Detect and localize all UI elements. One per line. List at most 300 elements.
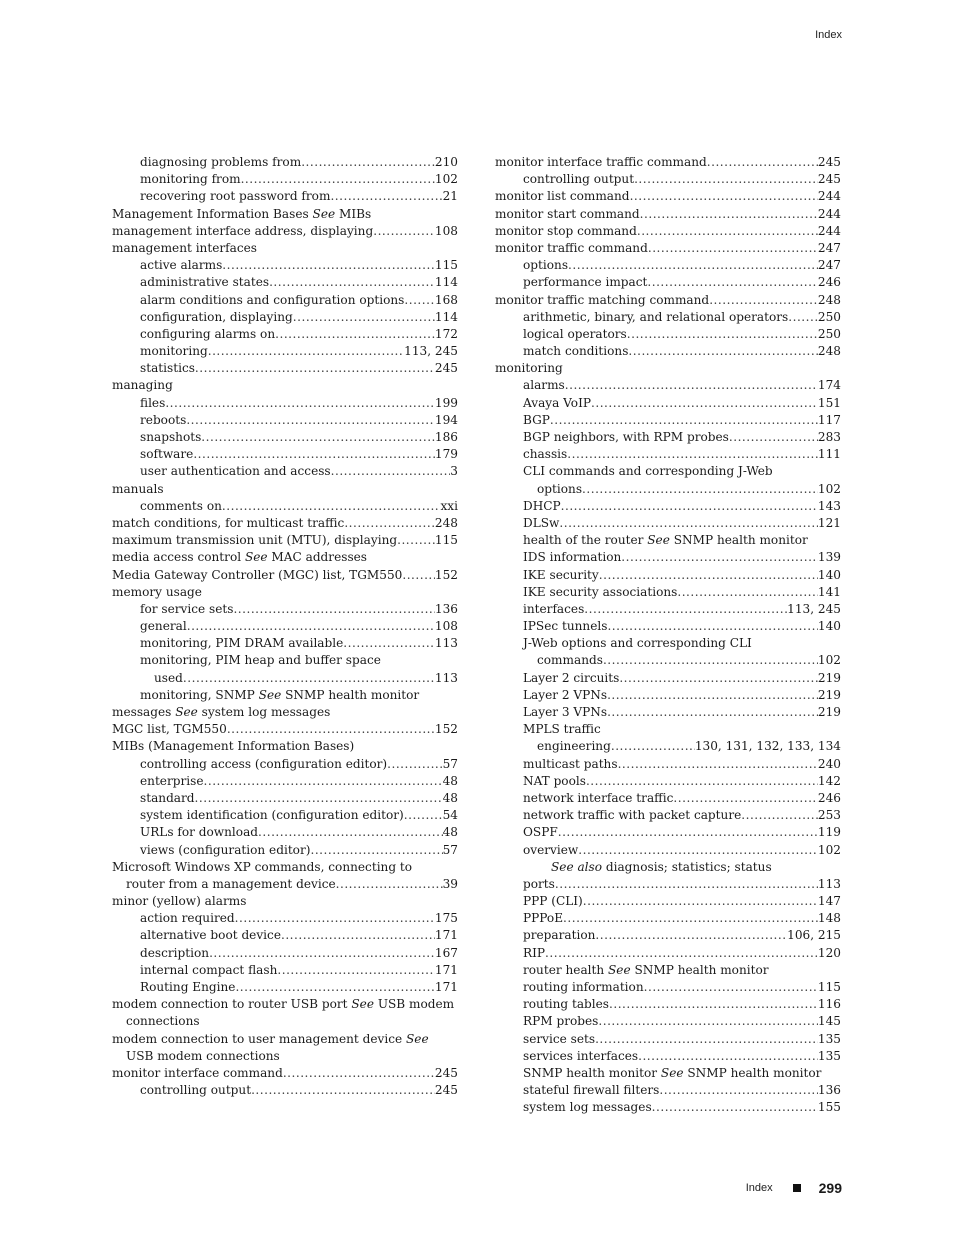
dot-leader [563,910,818,927]
dot-leader [607,687,818,704]
see-reference: See [175,705,198,719]
index-entry [495,1031,841,1048]
page-reference: 57 [442,756,458,771]
index-term [523,704,607,721]
index-entry [495,927,841,944]
dot-leader [559,515,818,532]
page-reference: 57 [442,842,458,857]
page-reference: 111 [817,447,841,462]
see-reference: See [608,962,631,977]
term-text: used [154,670,183,685]
index-entry [112,756,458,773]
index-entry [112,171,458,188]
term-text: user authentication and access [140,464,331,479]
index-term [112,997,454,1011]
index-entry [112,584,458,601]
term-text: performance impact [523,275,648,290]
index-entry [112,721,458,738]
page-reference: 152 [434,722,458,737]
page-reference: 39 [442,876,458,891]
index-term [126,1014,200,1028]
dot-leader [555,876,818,893]
index-term [140,395,165,412]
page-reference: 219 [817,687,841,702]
term-text: monitor traffic command [495,240,648,255]
page-reference: 245 [817,172,841,187]
page-reference: 174 [817,378,841,393]
index-term [140,807,404,824]
index-entry [112,824,458,841]
index-term [112,515,344,532]
term-text: DHCP [523,498,561,513]
index-entry [112,274,458,291]
term-text: service sets [523,1031,596,1046]
index-entry [112,188,458,205]
index-term [523,1082,659,1099]
page-reference: 114 [434,309,458,324]
dot-leader [195,360,435,377]
index-entry [495,635,841,652]
term-text: stateful firewall filters [523,1083,660,1098]
index-entry [112,635,458,652]
term-text: BGP [523,412,550,427]
index-term [523,945,545,962]
page-reference: 113 [434,670,458,685]
page-reference: 121 [817,515,841,530]
page-reference: 115 [434,533,458,548]
index-entry [112,292,458,309]
dot-leader [208,343,404,360]
index-entry [495,807,841,824]
index-entry [495,395,841,412]
index-entry [112,412,458,429]
dot-leader [193,446,435,463]
footer-square-icon [793,1184,801,1192]
index-entry [112,618,458,635]
index-entry [495,171,841,188]
page-reference: 102 [434,172,458,187]
dot-leader [729,429,818,446]
dot-leader [568,257,818,274]
term-text: monitoring [495,361,563,376]
index-entry [112,910,458,927]
term-text: internal compact flash [140,962,278,977]
term-text: ports [523,876,555,891]
term-text: monitor start command [495,206,640,221]
page-reference: 175 [434,911,458,926]
index-entry [495,274,841,291]
index-term [495,154,707,171]
index-entry [112,498,458,515]
index-term [140,618,187,635]
index-entry [112,927,458,944]
index-entry [112,962,458,979]
page-reference: 210 [434,155,458,169]
index-entry [112,309,458,326]
see-target: diagnosis; statistics; status [602,859,772,874]
dot-leader [627,326,818,343]
index-term [140,688,419,702]
index-entry [495,1099,841,1116]
term-text: Avaya VoIP [523,395,591,410]
index-term [140,446,193,463]
index-entry [495,790,841,807]
term-text: monitor stop command [495,223,637,238]
index-term [523,996,609,1013]
index-entry [495,996,841,1013]
index-term [523,1013,598,1030]
index-term [523,584,677,601]
index-term [126,876,336,893]
dot-leader [293,309,435,326]
dot-leader [582,481,818,498]
dot-leader [637,223,818,240]
term-text: RPM probes [523,1014,599,1029]
index-term [112,378,173,392]
term-text: network interface traffic [523,790,674,805]
term-text: USB modem connections [126,1048,280,1063]
index-term [112,1032,429,1046]
term-text: BGP neighbors, with RPM probes [523,430,729,444]
page-reference: 120 [817,945,841,960]
index-entry [112,842,458,859]
dot-leader [558,824,818,841]
index-entry [495,1082,841,1099]
index-term [537,652,603,669]
dot-leader [707,154,818,171]
dot-leader [222,257,435,274]
index-term [140,1082,251,1099]
dot-leader [187,618,435,635]
term-text: snapshots [140,430,202,444]
dot-leader [283,1065,435,1082]
term-text: for service sets [140,601,234,616]
page-reference: 140 [817,567,841,582]
term-text: recovering root password from [140,189,331,204]
dot-leader [344,515,435,532]
dot-leader [186,412,435,429]
term-text: DLSw [523,515,560,530]
index-entry [495,601,841,618]
see-target: SNMP health monitor [630,962,769,977]
index-term [523,979,644,996]
term-text: match conditions, for multicast traffic [112,515,345,530]
page-reference: 148 [817,911,841,926]
term-text: IKE security associations [523,584,678,599]
page-reference: 186 [434,430,458,444]
index-term [523,549,621,566]
index-term [523,807,741,824]
term-text: general [140,619,187,634]
index-term [523,429,729,446]
page-reference: 115 [817,980,841,994]
dot-leader [183,670,435,687]
index-term [523,876,555,893]
term-text: system log messages [523,1100,652,1115]
page-reference: 140 [817,619,841,634]
index-entry [495,154,841,171]
index-entry [112,670,458,687]
index-term [523,601,584,618]
index-term [523,464,773,478]
page-reference: 130, 131, 132, 133, 134 [694,739,841,754]
index-entry [112,687,458,704]
index-entry [495,876,841,893]
index-term [140,773,204,790]
index-term [523,412,550,429]
index-term [112,532,397,549]
term-text: PPPoE [523,911,564,926]
index-entry [112,532,458,549]
index-term [140,498,222,515]
index-entry [495,618,841,635]
index-term [495,361,563,375]
term-text: Layer 3 VPNs [523,705,608,719]
index-entry [112,979,458,996]
page-reference: 247 [817,240,841,255]
term-text: match conditions [523,344,629,359]
term-text: chassis [523,447,568,462]
page-reference: 54 [442,808,458,823]
term-text: services interfaces [523,1048,639,1063]
index-entry [112,240,458,257]
term-text: monitoring [140,344,208,359]
term-text: managing [112,378,173,393]
term-text: PPP (CLI) [523,894,583,909]
term-text: SNMP health monitor [523,1065,661,1080]
term-text: arithmetic, binary, and relational operators [523,309,789,324]
dot-leader [397,532,435,549]
page-reference: 142 [817,773,841,788]
term-text: monitor interface traffic command [495,155,707,169]
page-reference: 114 [434,275,458,290]
index-term [523,618,607,635]
index-term [112,223,373,240]
index-entry [495,945,841,962]
dot-leader [630,188,818,205]
index-term [523,343,628,360]
index-entry [112,154,458,171]
index-term [523,773,586,790]
dot-leader [595,927,787,944]
index-term [140,326,275,343]
page-reference: 248 [817,292,841,307]
index-entry [112,360,458,377]
see-target: SNMP health monitor [683,1065,822,1080]
page-reference: 147 [817,894,841,909]
term-text: active alarms [140,258,223,273]
dot-leader [644,979,818,996]
index-term [523,722,601,736]
index-entry [495,223,841,240]
dot-leader [251,1082,435,1099]
term-text: monitoring from [140,172,241,187]
page-reference: 145 [817,1014,841,1029]
index-entry [112,859,458,876]
index-entry [112,429,458,446]
term-text: preparation [523,928,596,943]
page-reference: 135 [817,1031,841,1046]
dot-leader [241,171,435,188]
index-term [140,309,293,326]
page-reference: 48 [442,825,458,840]
index-entry [495,412,841,429]
index-term [523,257,568,274]
index-term [140,635,343,652]
index-term [495,206,640,223]
page-reference: 102 [817,842,841,857]
page-reference: 102 [817,653,841,668]
dot-leader [165,395,435,412]
term-text: RIP [523,945,546,960]
see-target: system log messages [197,705,331,719]
index-term [523,756,618,773]
dot-leader [565,377,818,394]
term-text: alternative boot device [140,928,281,943]
term-text: modem connection to router USB port [112,997,352,1012]
page-reference: 139 [817,550,841,565]
term-text: views (configuration editor) [140,842,311,857]
index-entry [495,652,841,669]
index-term [112,721,227,738]
term-text: NAT pools [523,773,586,788]
index-term [537,481,582,498]
index-entry [495,1013,841,1030]
index-term [523,1099,652,1116]
dot-leader [607,704,818,721]
dot-leader [591,395,818,412]
page-reference: 108 [434,223,458,238]
index-entry [112,996,458,1013]
dot-leader [619,670,818,687]
dot-leader [204,773,443,790]
index-entry [112,1031,458,1048]
term-text: MPLS traffic [523,722,601,737]
dot-leader [404,807,443,824]
index-entry [495,515,841,532]
index-entry [495,584,841,601]
term-text: Microsoft Windows XP commands, connecting to [112,859,413,874]
page-reference: 141 [817,584,841,599]
index-term [523,395,591,412]
page-footer [746,1180,842,1196]
dot-leader [578,842,818,859]
index-term [140,171,241,188]
index-entry [112,790,458,807]
index-term [495,188,630,205]
dot-leader [583,893,818,910]
page-reference: 250 [817,326,841,341]
term-text: Layer 2 VPNs [523,687,608,702]
term-text: management interfaces [112,240,257,255]
term-text: enterprise [140,773,204,788]
page-reference: 48 [442,773,458,788]
page-reference: 244 [817,206,841,221]
index-term [523,309,788,326]
dot-leader [201,429,435,446]
index-entry [495,738,841,755]
index-term [140,756,387,773]
index-term [523,893,583,910]
page-reference: 113, 245 [787,601,841,616]
index-term [112,1065,283,1082]
page-reference: 113 [434,636,458,651]
see-target: MIBs [335,206,372,221]
index-column-right [495,154,841,1117]
index-term [523,515,559,532]
index-term [140,945,209,962]
term-text: multicast paths [523,756,618,771]
term-text: options [537,481,583,496]
dot-leader [258,824,443,841]
index-entry [112,1048,458,1065]
index-term [523,927,595,944]
dot-leader [603,652,818,669]
index-entry [112,446,458,463]
dot-leader [330,188,442,205]
dot-leader [652,1099,818,1116]
see-reference: See [312,206,336,221]
index-entry [495,377,841,394]
dot-leader [235,910,435,927]
index-term [523,533,808,547]
page-reference: 152 [434,567,458,582]
index-entry [495,567,841,584]
see-reference: See [647,533,670,548]
term-text: router health [523,962,609,977]
index-entry [495,188,841,205]
page-reference: 283 [817,430,841,444]
index-entry [495,343,841,360]
index-term [140,601,233,618]
index-term [112,567,402,584]
term-text: maximum transmission unit (MTU), displaying [112,533,398,548]
index-entry [112,807,458,824]
index-term [140,927,281,944]
term-text: system identification (configuration editor) [140,808,404,823]
index-term [112,241,257,255]
see-target: USB modem [373,997,455,1012]
term-text: Routing Engine [140,980,236,994]
index-term [140,343,208,360]
page-reference: 245 [434,1065,458,1080]
see-reference: See [660,1065,684,1080]
term-text: IDS information [523,550,622,565]
index-entry [112,223,458,240]
page-reference: 171 [434,980,458,994]
index-term [523,910,563,927]
term-text: standard [140,790,195,805]
term-text: configuration, displaying [140,309,293,324]
dot-leader [235,979,434,996]
term-text: manuals [112,481,164,496]
term-text: messages [112,705,176,719]
term-text: J-Web options and corresponding CLI [523,636,752,651]
dot-leader [673,790,818,807]
index-term [112,705,330,719]
term-text: minor (yellow) alarms [112,894,247,909]
dot-leader [609,996,818,1013]
page-reference: 248 [817,344,841,359]
see-target: SNMP health monitor [669,533,808,548]
term-text: monitor interface command [112,1065,283,1080]
term-text: MIBs (Management Information Bases) [112,739,355,754]
index-term [112,482,164,496]
page-reference: 116 [817,997,841,1012]
see-target: SNMP health monitor [281,687,420,702]
page-reference: 244 [817,223,841,238]
index-term [140,463,331,480]
